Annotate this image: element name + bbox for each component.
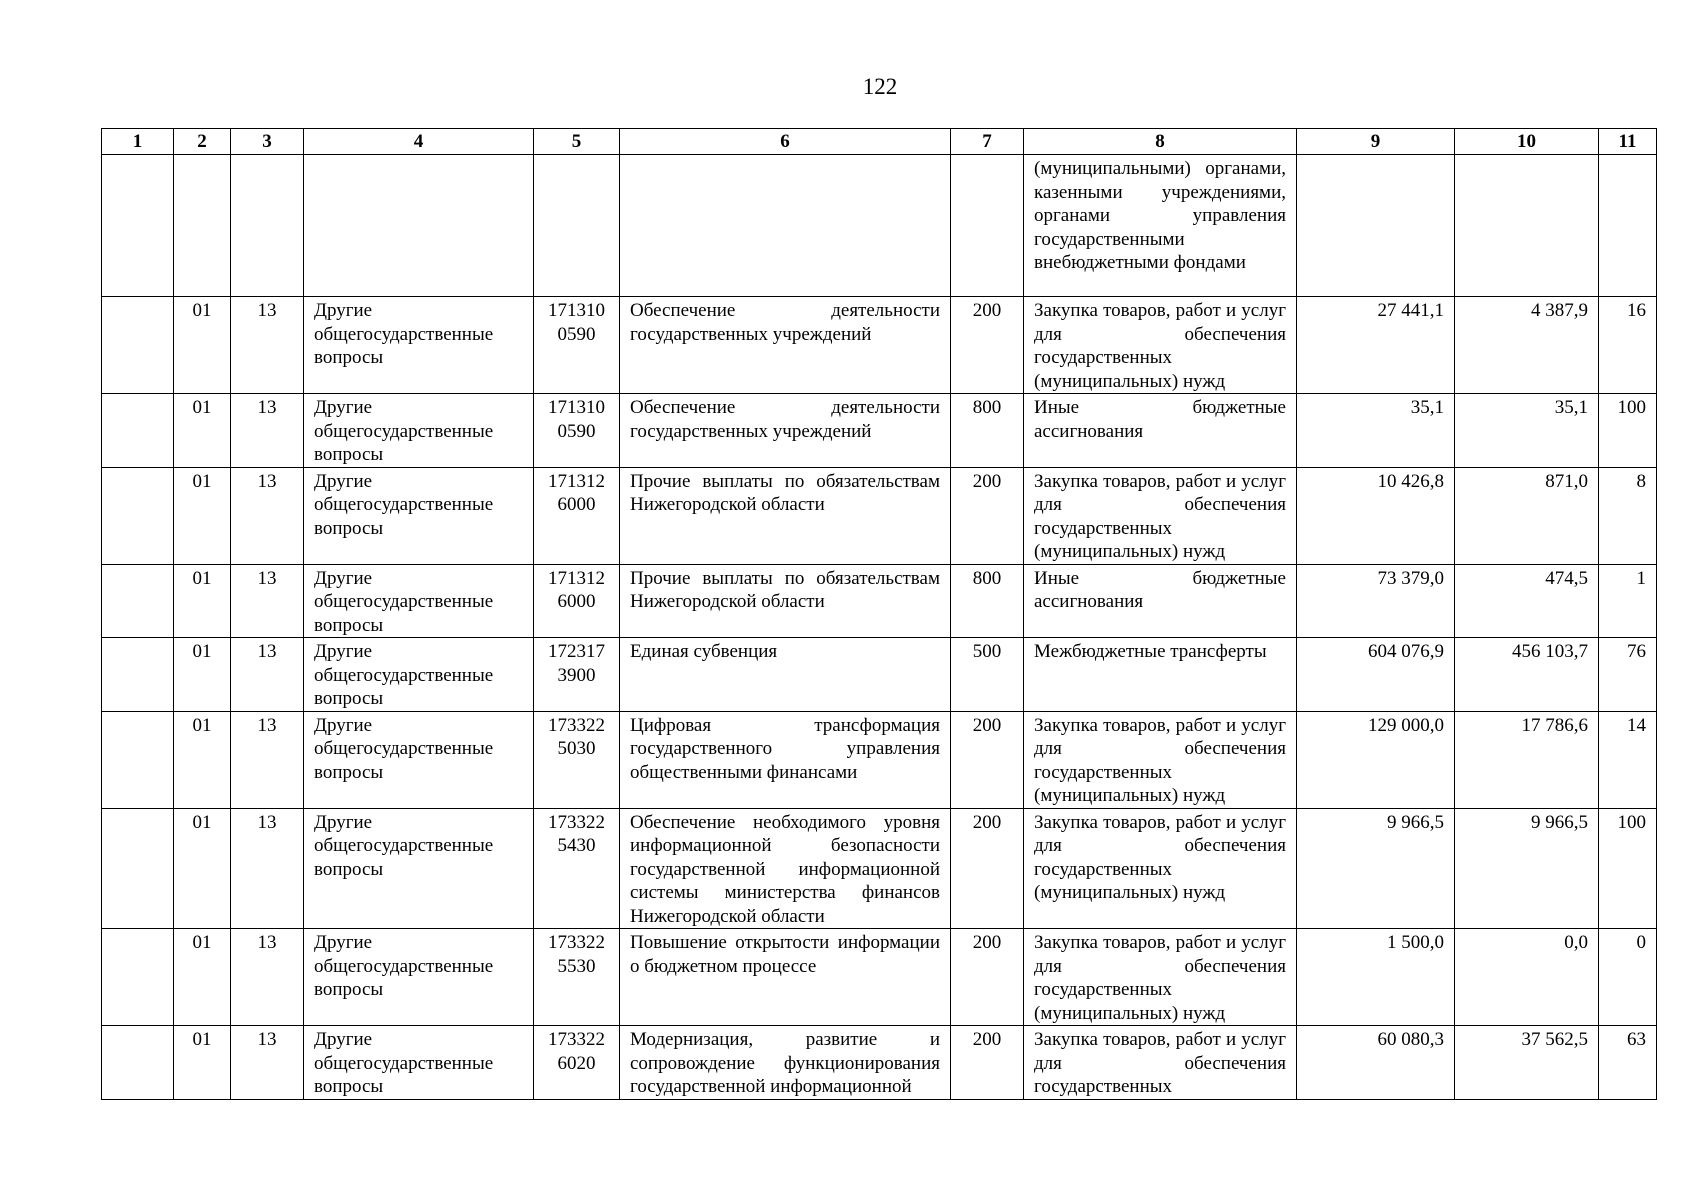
column-number: 3 xyxy=(231,129,304,155)
column-number: 1 xyxy=(102,129,174,155)
cell-empty xyxy=(174,155,231,297)
cell-target-article-name: Цифровая трансформация государственного управления общественными финансами xyxy=(620,711,951,808)
cell-actual-amount: 4 387,9 xyxy=(1455,297,1599,394)
cell-section: 01 xyxy=(174,929,231,1026)
cell-execution-percent: 63 xyxy=(1599,1026,1657,1100)
cell-planned-amount: 129 000,0 xyxy=(1297,711,1455,808)
column-number: 9 xyxy=(1297,129,1455,155)
cell-expense-type-name: Иные бюджетные ассигнования xyxy=(1024,394,1297,468)
cell-execution-percent: 1 xyxy=(1599,564,1657,638)
cell-target-article: 1713126000 xyxy=(534,467,620,564)
cell-planned-amount: 60 080,3 xyxy=(1297,1026,1455,1100)
cell-target-article-name: Модернизация, развитие и сопровождение функционирования государственной информационной xyxy=(620,1026,951,1100)
cell-subsection: 13 xyxy=(231,467,304,564)
cell-expense-type: 200 xyxy=(951,1026,1024,1100)
cell-expense-type-name: Закупка товаров, работ и услуг для обеспечения государственных (муниципальных) нужд xyxy=(1024,467,1297,564)
cell-target-article: 1713100590 xyxy=(534,297,620,394)
cell-actual-amount: 37 562,5 xyxy=(1455,1026,1599,1100)
page-number: 122 xyxy=(862,74,898,99)
cell-section-name: Другие общегосударственные вопросы xyxy=(304,808,534,929)
cell-empty xyxy=(620,155,951,297)
cell-empty xyxy=(304,155,534,297)
cell-section: 01 xyxy=(174,297,231,394)
cell-subsection: 13 xyxy=(231,394,304,468)
cell-target-article-name: Прочие выплаты по обязательствам Нижегородской области xyxy=(620,467,951,564)
continuation-row xyxy=(102,155,1657,297)
cell-empty xyxy=(534,155,620,297)
cell-expense-type: 500 xyxy=(951,638,1024,712)
cell-target-article-name: Повышение открытости информации о бюджетном процессе xyxy=(620,929,951,1026)
cell-expense-type: 800 xyxy=(951,394,1024,468)
table-row xyxy=(102,1026,1657,1100)
cell-actual-amount: 17 786,6 xyxy=(1455,711,1599,808)
budget-table xyxy=(101,128,1657,1100)
cell-empty xyxy=(102,155,174,297)
table-row xyxy=(102,394,1657,468)
cell-subsection: 13 xyxy=(231,929,304,1026)
cell-section: 01 xyxy=(174,1026,231,1100)
cell-planned-amount: 35,1 xyxy=(1297,394,1455,468)
expense-type-continued: (муниципальными) органами, казенными учреждениями, органами управления государственными внебюджетными фондами xyxy=(1024,155,1297,297)
cell-actual-amount: 9 966,5 xyxy=(1455,808,1599,929)
cell-execution-percent: 100 xyxy=(1599,808,1657,929)
cell-expense-type: 200 xyxy=(951,808,1024,929)
cell-row-number xyxy=(102,808,174,929)
table-row xyxy=(102,564,1657,638)
cell-target-article: 1713126000 xyxy=(534,564,620,638)
cell-section: 01 xyxy=(174,394,231,468)
cell-execution-percent: 14 xyxy=(1599,711,1657,808)
column-number-row xyxy=(102,129,1657,155)
cell-target-article: 1713100590 xyxy=(534,394,620,468)
cell-subsection: 13 xyxy=(231,297,304,394)
column-number: 11 xyxy=(1599,129,1657,155)
cell-row-number xyxy=(102,929,174,1026)
cell-expense-type-name: Закупка товаров, работ и услуг для обеспечения государственных (муниципальных) нужд xyxy=(1024,929,1297,1026)
cell-target-article-name: Единая субвенция xyxy=(620,638,951,712)
cell-execution-percent: 16 xyxy=(1599,297,1657,394)
table-row xyxy=(102,467,1657,564)
table-row xyxy=(102,808,1657,929)
cell-execution-percent: 8 xyxy=(1599,467,1657,564)
cell-expense-type-name: Закупка товаров, работ и услуг для обеспечения государственных xyxy=(1024,1026,1297,1100)
table-row xyxy=(102,711,1657,808)
cell-section: 01 xyxy=(174,467,231,564)
cell-expense-type-name: Межбюджетные трансферты xyxy=(1024,638,1297,712)
cell-empty xyxy=(1599,155,1657,297)
cell-empty xyxy=(1455,155,1599,297)
cell-section-name: Другие общегосударственные вопросы xyxy=(304,929,534,1026)
cell-target-article: 1723173900 xyxy=(534,638,620,712)
cell-target-article: 1733225530 xyxy=(534,929,620,1026)
cell-row-number xyxy=(102,711,174,808)
cell-expense-type-name: Закупка товаров, работ и услуг для обеспечения государственных (муниципальных) нужд xyxy=(1024,711,1297,808)
cell-section: 01 xyxy=(174,808,231,929)
cell-row-number xyxy=(102,394,174,468)
cell-expense-type: 800 xyxy=(951,564,1024,638)
cell-target-article: 1733225430 xyxy=(534,808,620,929)
cell-planned-amount: 10 426,8 xyxy=(1297,467,1455,564)
column-number: 7 xyxy=(951,129,1024,155)
cell-row-number xyxy=(102,467,174,564)
column-number: 8 xyxy=(1024,129,1297,155)
column-number: 10 xyxy=(1455,129,1599,155)
cell-planned-amount: 1 500,0 xyxy=(1297,929,1455,1026)
column-number: 2 xyxy=(174,129,231,155)
column-number: 5 xyxy=(534,129,620,155)
cell-planned-amount: 27 441,1 xyxy=(1297,297,1455,394)
cell-target-article-name: Обеспечение деятельности государственных учреждений xyxy=(620,394,951,468)
cell-planned-amount: 9 966,5 xyxy=(1297,808,1455,929)
cell-row-number xyxy=(102,564,174,638)
cell-target-article: 1733226020 xyxy=(534,1026,620,1100)
column-number: 4 xyxy=(304,129,534,155)
cell-actual-amount: 456 103,7 xyxy=(1455,638,1599,712)
cell-section-name: Другие общегосударственные вопросы xyxy=(304,467,534,564)
cell-expense-type: 200 xyxy=(951,467,1024,564)
cell-planned-amount: 604 076,9 xyxy=(1297,638,1455,712)
cell-section-name: Другие общегосударственные вопросы xyxy=(304,297,534,394)
cell-expense-type-name: Закупка товаров, работ и услуг для обеспечения государственных (муниципальных) нужд xyxy=(1024,808,1297,929)
cell-subsection: 13 xyxy=(231,638,304,712)
cell-section-name: Другие общегосударственные вопросы xyxy=(304,394,534,468)
cell-empty xyxy=(951,155,1024,297)
cell-section: 01 xyxy=(174,564,231,638)
cell-section: 01 xyxy=(174,638,231,712)
table-row xyxy=(102,638,1657,712)
cell-execution-percent: 76 xyxy=(1599,638,1657,712)
cell-section-name: Другие общегосударственные вопросы xyxy=(304,564,534,638)
cell-section-name: Другие общегосударственные вопросы xyxy=(304,638,534,712)
cell-section-name: Другие общегосударственные вопросы xyxy=(304,1026,534,1100)
cell-actual-amount: 871,0 xyxy=(1455,467,1599,564)
cell-subsection: 13 xyxy=(231,564,304,638)
cell-execution-percent: 100 xyxy=(1599,394,1657,468)
cell-expense-type: 200 xyxy=(951,929,1024,1026)
cell-target-article-name: Обеспечение необходимого уровня информационной безопасности государственной информационной системы министерства финансов Нижегородской области xyxy=(620,808,951,929)
cell-row-number xyxy=(102,1026,174,1100)
cell-expense-type: 200 xyxy=(951,711,1024,808)
cell-expense-type-name: Закупка товаров, работ и услуг для обеспечения государственных (муниципальных) нужд xyxy=(1024,297,1297,394)
cell-execution-percent: 0 xyxy=(1599,929,1657,1026)
cell-expense-type: 200 xyxy=(951,297,1024,394)
cell-actual-amount: 474,5 xyxy=(1455,564,1599,638)
cell-subsection: 13 xyxy=(231,1026,304,1100)
cell-empty xyxy=(231,155,304,297)
column-number: 6 xyxy=(620,129,951,155)
cell-target-article: 1733225030 xyxy=(534,711,620,808)
cell-expense-type-name: Иные бюджетные ассигнования xyxy=(1024,564,1297,638)
cell-row-number xyxy=(102,297,174,394)
cell-section: 01 xyxy=(174,711,231,808)
cell-row-number xyxy=(102,638,174,712)
cell-target-article-name: Прочие выплаты по обязательствам Нижегородской области xyxy=(620,564,951,638)
cell-empty xyxy=(1297,155,1455,297)
cell-planned-amount: 73 379,0 xyxy=(1297,564,1455,638)
cell-actual-amount: 0,0 xyxy=(1455,929,1599,1026)
cell-actual-amount: 35,1 xyxy=(1455,394,1599,468)
cell-subsection: 13 xyxy=(231,711,304,808)
cell-target-article-name: Обеспечение деятельности государственных учреждений xyxy=(620,297,951,394)
table-row xyxy=(102,297,1657,394)
cell-section-name: Другие общегосударственные вопросы xyxy=(304,711,534,808)
table-row xyxy=(102,929,1657,1026)
cell-subsection: 13 xyxy=(231,808,304,929)
